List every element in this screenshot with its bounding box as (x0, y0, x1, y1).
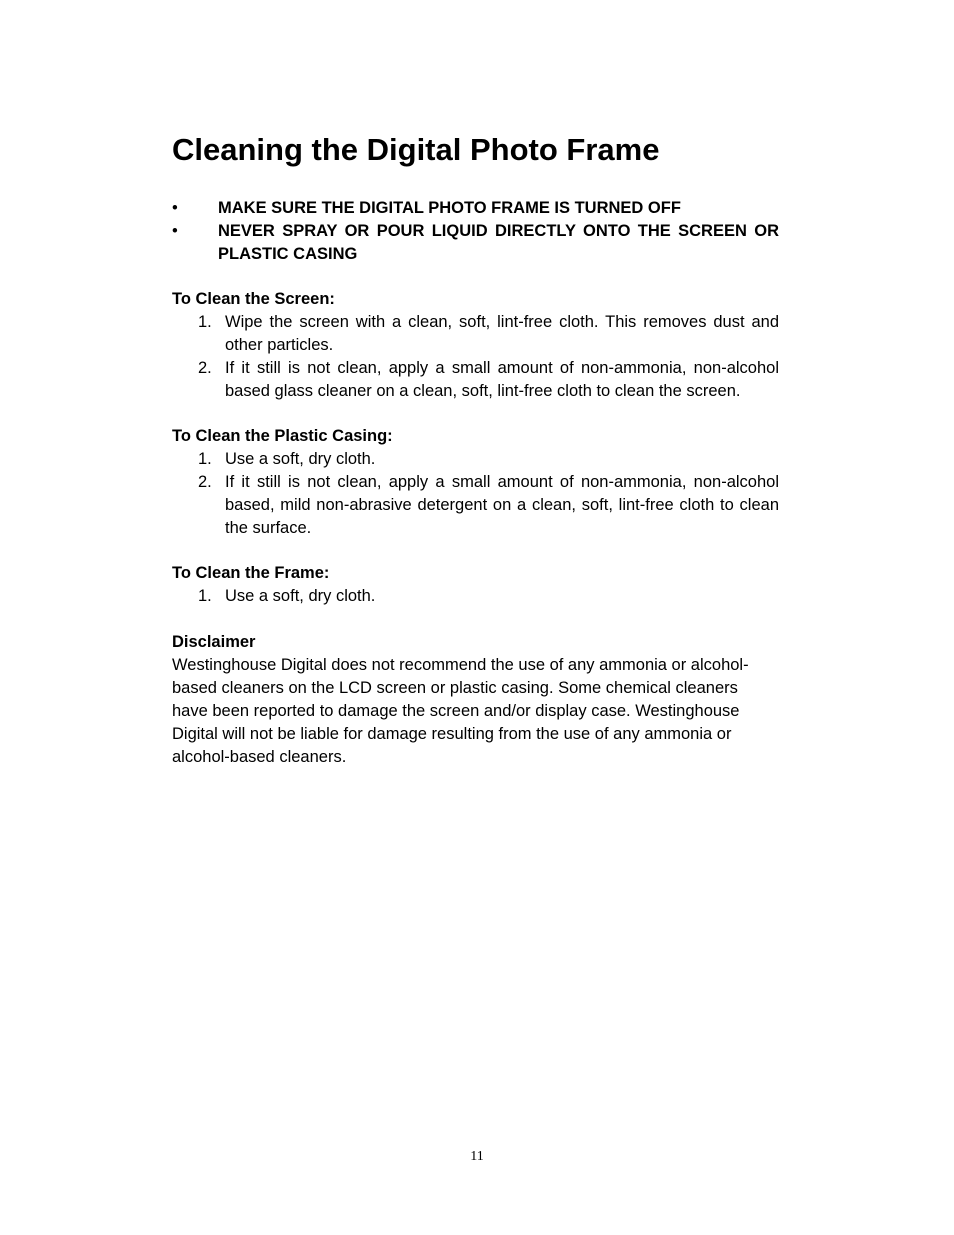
step-number: 1. (198, 313, 212, 331)
warning-item (172, 220, 779, 266)
step-list (172, 448, 779, 540)
warning-text: MAKE SURE THE DIGITAL PHOTO FRAME IS TURNED OFF (218, 199, 681, 217)
section-heading: To Clean the Screen: (172, 290, 335, 308)
step-text: If it still is not clean, apply a small amount of non-ammonia, non-alcohol based glass cleaner on a clean, soft, lint-free cloth to clean the screen. (225, 359, 779, 400)
disclaimer-section (172, 631, 779, 769)
section-clean-frame (172, 562, 779, 608)
section-clean-screen (172, 288, 779, 403)
bullet-icon: • (172, 199, 178, 217)
list-item (172, 585, 779, 608)
warning-list (172, 197, 779, 266)
step-text: Use a soft, dry cloth. (225, 587, 376, 605)
step-number: 2. (198, 473, 212, 491)
step-list (172, 311, 779, 403)
step-list (172, 585, 779, 608)
disclaimer-text: Westinghouse Digital does not recommend the use of any ammonia or alcohol-based cleaners on the LCD screen or plastic casing. Some chemical cleaners have been reported to damage the screen and/or display case. Westinghouse Digital will not be liable for damage resulting from the use of any ammonia or alcohol-based cleaners. (172, 656, 749, 766)
warning-text: NEVER SPRAY OR POUR LIQUID DIRECTLY ONTO THE SCREEN OR PLASTIC CASING (218, 222, 779, 263)
list-item (172, 471, 779, 540)
step-text: Wipe the screen with a clean, soft, lint-free cloth. This removes dust and other particles. (225, 313, 779, 354)
bullet-icon: • (172, 222, 178, 240)
section-heading: To Clean the Plastic Casing: (172, 427, 393, 445)
step-number: 2. (198, 359, 212, 377)
list-item (172, 448, 779, 471)
page-title: Cleaning the Digital Photo Frame (172, 132, 660, 167)
step-number: 1. (198, 450, 212, 468)
section-heading: To Clean the Frame: (172, 564, 330, 582)
list-item (172, 311, 779, 357)
page-number: 11 (470, 1149, 484, 1164)
step-number: 1. (198, 587, 212, 605)
warning-item (172, 197, 779, 220)
list-item (172, 357, 779, 403)
disclaimer-heading: Disclaimer (172, 633, 256, 651)
section-clean-casing (172, 425, 779, 540)
step-text: Use a soft, dry cloth. (225, 450, 376, 468)
step-text: If it still is not clean, apply a small amount of non-ammonia, non-alcohol based, mild non-abrasive detergent on a clean, soft, lint-free cloth to clean the surface. (225, 473, 779, 537)
